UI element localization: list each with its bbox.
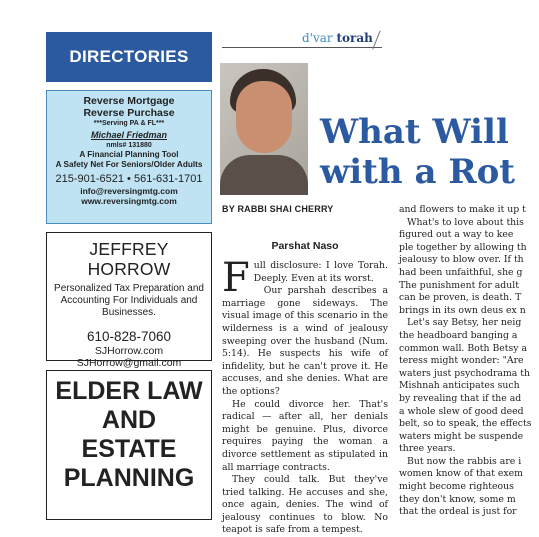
text-line: waters might be suspende <box>399 430 524 442</box>
ad2-desc: Personalized Tax Preparation and Accounting For Individuals and Businesses. <box>54 283 204 318</box>
text-line: belt, so to speak, the effects <box>399 418 532 430</box>
text-line: the headboard banging a <box>399 329 518 341</box>
ad3-line: ELDER LAW <box>55 377 203 405</box>
ad1-title1: Reverse Mortgage <box>83 95 175 107</box>
text-line: women know of that exem <box>399 468 523 480</box>
ad2-phone: 610-828-7060 <box>86 329 172 344</box>
section-label-light: d'var <box>302 31 337 45</box>
ad1-phones: 215-901-6521 • 561-631-1701 <box>55 173 203 185</box>
text-line: What's to love about this <box>407 216 524 228</box>
paragraph <box>222 255 388 301</box>
text-line: teress might wonder: "Are <box>399 355 524 367</box>
ad1-safety: A Safety Net For Seniors/Older Adults <box>55 160 203 169</box>
directories-header: DIRECTORIES <box>46 32 212 82</box>
ad3-line: AND <box>101 406 157 434</box>
text-line: by revealing that if the ad <box>399 392 522 404</box>
text-line: that the ordeal is just for <box>399 506 517 518</box>
ad2-site: SJHorrow.com <box>94 345 164 357</box>
text-line: and flowers to make it up t <box>399 204 526 215</box>
section-rule <box>222 47 382 48</box>
ad1-nmls: nmls# 131880 <box>106 142 152 149</box>
text-line: But now the rabbis are i <box>407 455 522 467</box>
text-line: a whole slew of good deed <box>399 405 524 417</box>
author-photo <box>220 63 308 187</box>
text-line: Mishnah anticipates such <box>399 380 520 392</box>
ad-elder-law[interactable] <box>46 370 212 520</box>
paragraph: They could talk. But they've tried talking. He accuses and she, once again, denies. The wind of jealousy continues to blow. No teapot is safe from a tempest. <box>222 474 388 536</box>
text-line: The punishment for adult <box>399 279 519 291</box>
text-line: figured out a way to kee <box>399 229 514 241</box>
ad1-web: www.reversingmtg.com <box>81 196 177 206</box>
text-line: three years. <box>399 443 456 455</box>
paragraph: Our parshah describes a marriage gone sideways. The visual image of this scenario in the wilderness is a wind of jealousy sweeping over the husband (Num. 5:14). He suspects his wife of infidelity, but he can't prove it. He accuses, and she denies. What are the options? <box>222 285 388 397</box>
section-label <box>302 31 373 45</box>
ad3-line: PLANNING <box>63 464 195 492</box>
article-column-1 <box>222 255 388 537</box>
text-line: Let's say Betsy, her neig <box>407 317 522 329</box>
headline <box>320 112 515 192</box>
text-line: brings in its own deus ex n <box>399 304 526 316</box>
text-line: they don't know, some m <box>399 493 516 505</box>
ad1-tool: A Financial Planning Tool <box>79 150 179 159</box>
byline: BY RABBI SHAI CHERRY <box>222 204 334 214</box>
headline-line2: with a Rot <box>320 152 515 192</box>
parsha-title: Parshat Naso <box>271 240 339 252</box>
drop-cap: F <box>222 255 250 301</box>
text-line: common wall. Both Betsy a <box>399 342 528 354</box>
ad3-line: ESTATE <box>81 435 177 463</box>
text-line: can be proven, is death. T <box>399 292 522 304</box>
ad-jeffrey-horrow[interactable] <box>46 232 212 369</box>
ad2-email: SJHorrow@gmail.com <box>76 357 182 369</box>
ad1-name: Michael Friedman <box>90 130 168 140</box>
ad1-serving: ***Serving PA & FL*** <box>93 120 165 127</box>
ad1-title2: Reverse Purchase <box>83 107 175 119</box>
text-line: jealousy to blow over. If th <box>399 254 524 266</box>
ad1-email: info@reversingmtg.com <box>80 186 178 196</box>
paragraph-text: ull disclosure: I love Torah. Deeply. Even at its worst. <box>253 260 388 284</box>
ad2-title: JEFFREY HORROW <box>87 239 171 279</box>
text-line: ple together by allowing th <box>399 241 527 253</box>
text-line: had been unfaithful, she g <box>399 266 523 278</box>
headline-line1: What Will <box>320 112 509 152</box>
text-line: might become righteous <box>399 481 514 493</box>
section-label-bold: torah <box>336 31 373 45</box>
ad-reverse-mortgage[interactable] <box>46 90 212 224</box>
article-column-2 <box>399 204 539 519</box>
text-line: waters just psychodrama th <box>399 367 530 379</box>
paragraph: He could divorce her. That's radical — after all, her denials might be genuine. Plus, divorce requires paying the woman a divorce settlement as stipulated in all marriage contracts. <box>222 398 388 473</box>
